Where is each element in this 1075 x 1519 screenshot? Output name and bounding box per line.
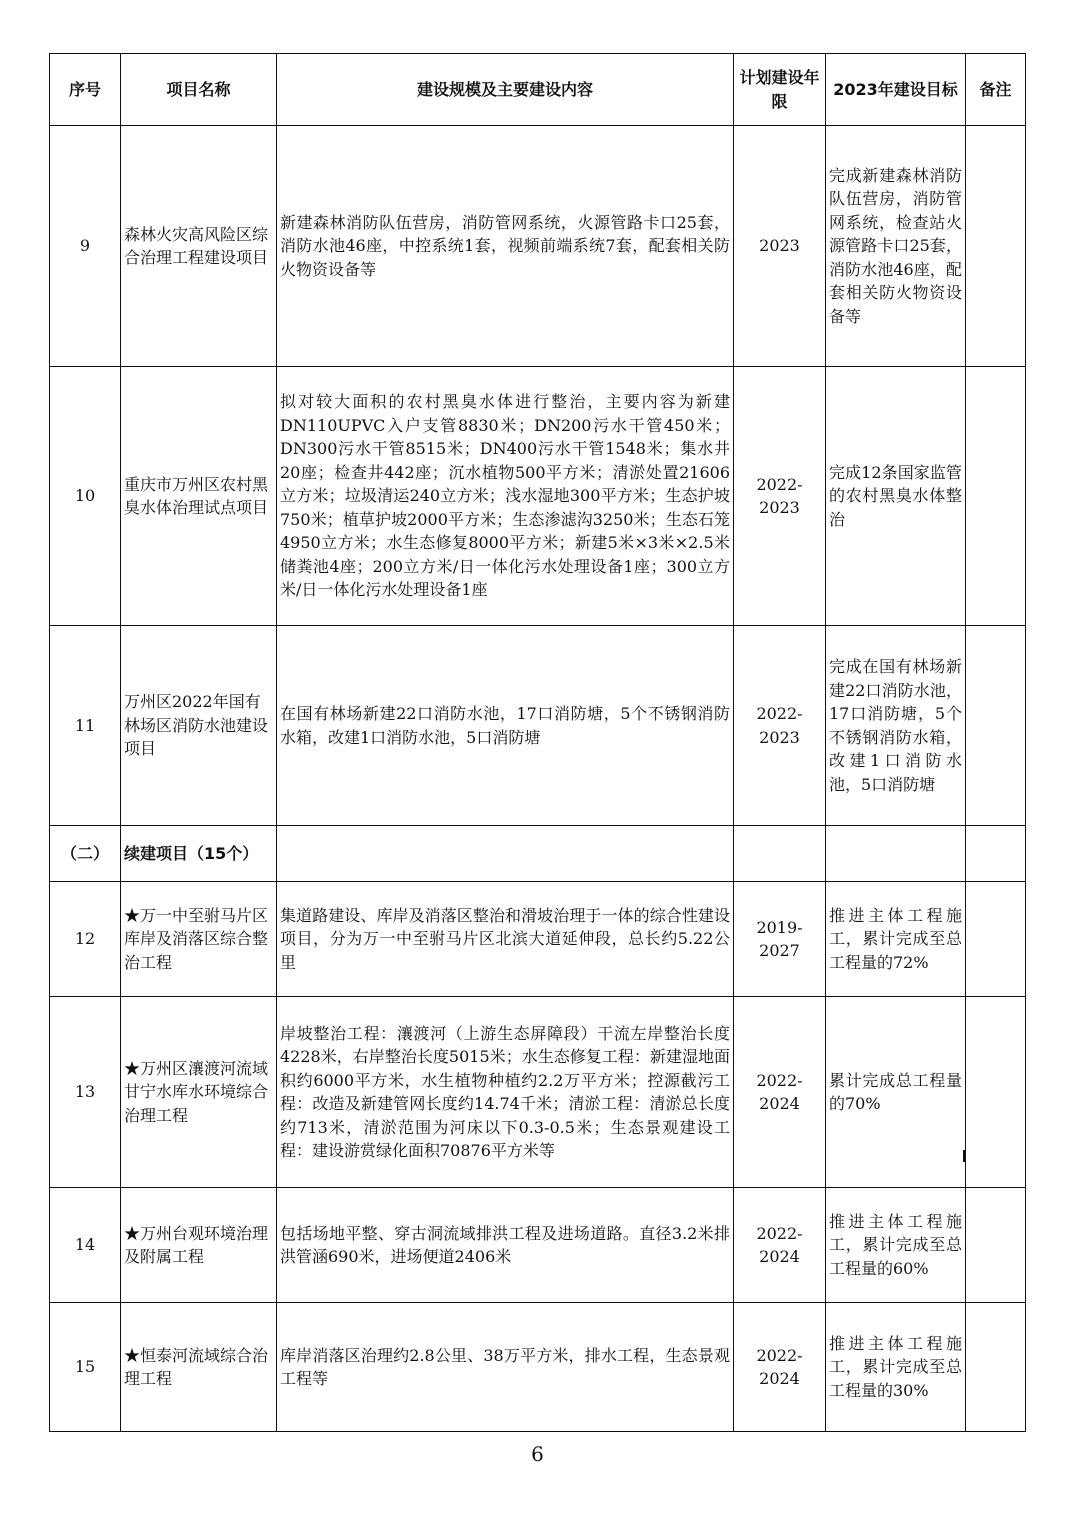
row-remark (966, 1303, 1026, 1432)
table-header-row (50, 54, 1026, 126)
row-remark (966, 126, 1026, 367)
row-content: 集道路建设、库岸及消落区整治和滑坡治理于一体的综合性建设项目，分为万一中至驸马片区北滨大道延伸段，总长约5.22公里 (277, 882, 734, 997)
section-empty-cell (826, 826, 966, 882)
table-row (50, 126, 1026, 367)
row-remark (966, 367, 1026, 626)
section-label: （二） (50, 826, 121, 882)
row-period: 2022-2024 (734, 1188, 826, 1303)
row-target: 推进主体工程施工，累计完成至总工程量的60% (826, 1188, 966, 1303)
row-remark (966, 626, 1026, 826)
scan-mark (963, 1150, 965, 1162)
row-period: 2022-2024 (734, 997, 826, 1188)
table-row (50, 1188, 1026, 1303)
row-seq: 14 (50, 1188, 121, 1303)
row-content: 库岸消落区治理约2.8公里、38万平方米，排水工程，生态景观工程等 (277, 1303, 734, 1432)
header-project-name: 项目名称 (121, 54, 277, 126)
row-project-name: 森林火灾高风险区综合治理工程建设项目 (121, 126, 277, 367)
page-number: 6 (531, 1442, 544, 1466)
section-title: 续建项目（15个） (121, 826, 277, 882)
row-target: 推进主体工程施工，累计完成至总工程量的72% (826, 882, 966, 997)
row-content: 拟对较大面积的农村黑臭水体进行整治，主要内容为新建DN110UPVC入户支管8830米；DN200污水干管450米；DN300污水干管8515米；DN400污水干管1548米；集水井20座；检查井442座；沉水植物500平方米；清淤处置21606立方米；垃圾清运240立方米；浅水湿地300平方米；生态护坡750米；植草护坡2000平方米；生态渗滤沟3250米；生态石笼4950立方米；水生态修复8000平方米；新建5米×3米×2.5米储粪池4座；200立方米/日一体化污水处理设备1座；300立方米/日一体化污水处理设备1座 (277, 367, 734, 626)
row-seq: 10 (50, 367, 121, 626)
row-remark (966, 997, 1026, 1188)
table-row (50, 626, 1026, 826)
table-row (50, 997, 1026, 1188)
row-project-name: ★万州台观环境治理及附属工程 (121, 1188, 277, 1303)
row-period: 2022-2024 (734, 1303, 826, 1432)
row-content: 新建森林消防队伍营房，消防管网系统，火源管路卡口25套，消防水池46座，中控系统1套，视频前端系统7套，配套相关防火物资设备等 (277, 126, 734, 367)
row-project-name: ★万一中至驸马片区库岸及消落区综合整治工程 (121, 882, 277, 997)
header-period: 计划建设年限 (734, 54, 826, 126)
section-empty-cell (966, 826, 1026, 882)
row-target: 完成在国有林场新建22口消防水池，17口消防塘，5个不锈钢消防水箱，改建1口消防水池，5口消防塘 (826, 626, 966, 826)
row-target: 推进主体工程施工，累计完成至总工程量的30% (826, 1303, 966, 1432)
section-row (50, 826, 1026, 882)
row-seq: 11 (50, 626, 121, 826)
row-project-name: 重庆市万州区农村黑臭水体治理试点项目 (121, 367, 277, 626)
row-target: 完成12条国家监管的农村黑臭水体整治 (826, 367, 966, 626)
row-content: 包括场地平整、穿古洞流域排洪工程及进场道路。直径3.2米排洪管涵690米，进场便道2406米 (277, 1188, 734, 1303)
row-remark (966, 1188, 1026, 1303)
row-target: 完成新建森林消防队伍营房，消防管网系统，检查站火源管路卡口25套，消防水池46座，配套相关防火物资设备等 (826, 126, 966, 367)
header-content: 建设规模及主要建设内容 (277, 54, 734, 126)
row-project-name: 万州区2022年国有林场区消防水池建设项目 (121, 626, 277, 826)
section-empty-cell (734, 826, 826, 882)
table-row (50, 882, 1026, 997)
row-project-name: ★万州区瀼渡河流域甘宁水库水环境综合治理工程 (121, 997, 277, 1188)
row-period: 2022-2023 (734, 626, 826, 826)
row-content: 在国有林场新建22口消防水池，17口消防塘，5个不锈钢消防水箱，改建1口消防水池，5口消防塘 (277, 626, 734, 826)
row-target: 累计完成总工程量的70% (826, 997, 966, 1188)
header-target: 2023年建设目标 (826, 54, 966, 126)
header-remark: 备注 (966, 54, 1026, 126)
section-empty-cell (277, 826, 734, 882)
row-project-name: ★恒泰河流域综合治理工程 (121, 1303, 277, 1432)
header-seq: 序号 (50, 54, 121, 126)
row-seq: 15 (50, 1303, 121, 1432)
table-row (50, 1303, 1026, 1432)
row-content: 岸坡整治工程：瀼渡河（上游生态屏障段）干流左岸整治长度4228米，右岸整治长度5015米；水生态修复工程：新建湿地面积约6000平方米，水生植物种植约2.2万平方米；控源截污工程：改造及新建管网长度约14.74千米；清淤工程：清淤总长度约713米，清淤范围为河床以下0.3-0.5米；生态景观建设工程：建设游赏绿化面积70876平方米等 (277, 997, 734, 1188)
row-period: 2023 (734, 126, 826, 367)
row-period: 2019-2027 (734, 882, 826, 997)
row-remark (966, 882, 1026, 997)
row-seq: 12 (50, 882, 121, 997)
project-table (49, 53, 1026, 1432)
table-row (50, 367, 1026, 626)
row-seq: 9 (50, 126, 121, 367)
row-seq: 13 (50, 997, 121, 1188)
row-period: 2022-2023 (734, 367, 826, 626)
